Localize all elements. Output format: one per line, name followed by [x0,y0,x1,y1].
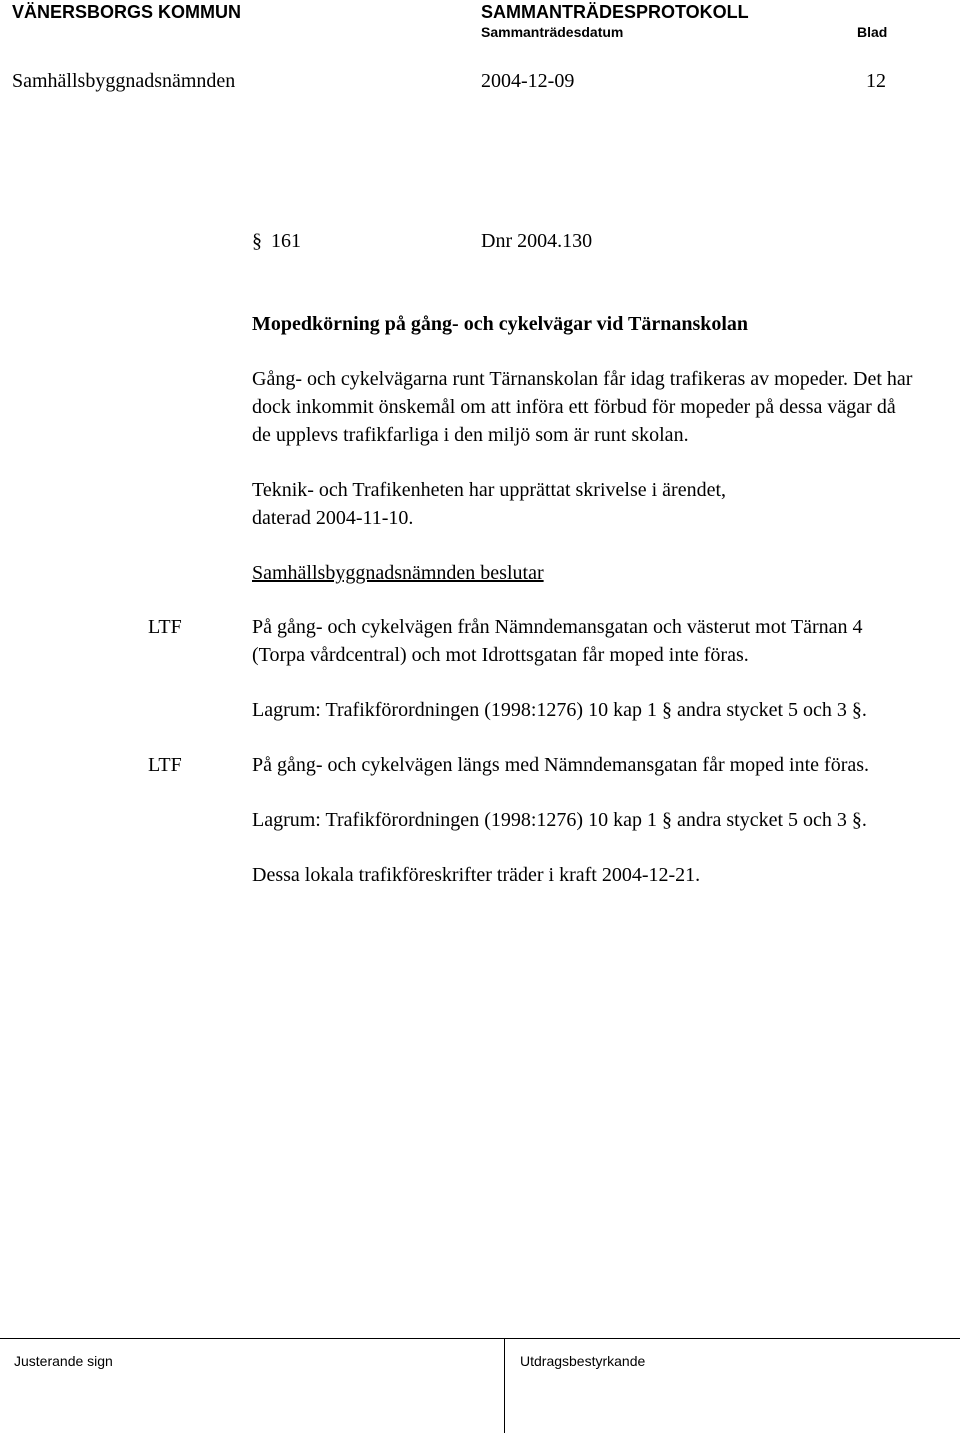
report-line-1: Teknik- och Trafikenheten har upprättat skrivelse i ärendet, [252,479,727,501]
report-line-2: daterad 2004-11-10. [252,507,414,529]
document-type: SAMMANTRÄDESPROTOKOLL [481,2,749,22]
item-title: Mopedkörning på gång- och cykelvägar vid Tärnanskolan [252,313,749,335]
background-line-3: de upplevs trafikfarliga i den miljö som är runt skolan. [252,424,689,446]
meeting-date-label: Sammanträdesdatum [481,24,624,40]
decision-tag: LTF [148,616,182,638]
decision-2-legal-basis: Lagrum: Trafikförordningen (1998:1276) 10 kap 1 § andra stycket 5 och 3 §. [252,809,867,831]
decision-2-line-1: På gång- och cykelvägen längs med Nämndemansgatan får moped inte föras. [252,754,870,776]
decision-1-line-2: (Torpa vårdcentral) och mot Idrottsgatan får moped inte föras. [252,644,749,666]
decision-heading: Samhällsbyggnadsnämnden beslutar [252,562,544,584]
background-line-1: Gång- och cykelvägarna runt Tärnanskolan får idag trafikeras av mopeder. Det har [252,368,913,390]
decision-1-line-1: På gång- och cykelvägen från Nämndemansgatan och västerut mot Tärnan 4 [252,616,863,638]
diary-number: Dnr 2004.130 [481,230,593,252]
committee-name: Samhällsbyggnadsnämnden [12,70,236,92]
effective-date-statement: Dessa lokala trafikföreskrifter träder i kraft 2004-12-21. [252,864,701,886]
paragraph-number: 161 [271,230,301,252]
organization-name: VÄNERSBORGS KOMMUN [12,2,242,22]
paragraph-symbol: § [252,230,262,252]
meeting-date: 2004-12-09 [481,70,575,92]
background-line-2: dock inkommit önskemål om att införa ett förbud för mopeder på dessa vägar då [252,396,896,418]
extract-certifier-label: Utdragsbestyrkande [520,1353,646,1369]
footer-divider [504,1338,505,1433]
adjuster-sign-label: Justerande sign [14,1353,113,1369]
decision-tag: LTF [148,754,182,776]
footer-rule [0,1338,960,1339]
page-number: 12 [866,70,886,92]
page-label: Blad [857,24,888,40]
decision-1-legal-basis: Lagrum: Trafikförordningen (1998:1276) 10 kap 1 § andra stycket 5 och 3 §. [252,699,867,721]
